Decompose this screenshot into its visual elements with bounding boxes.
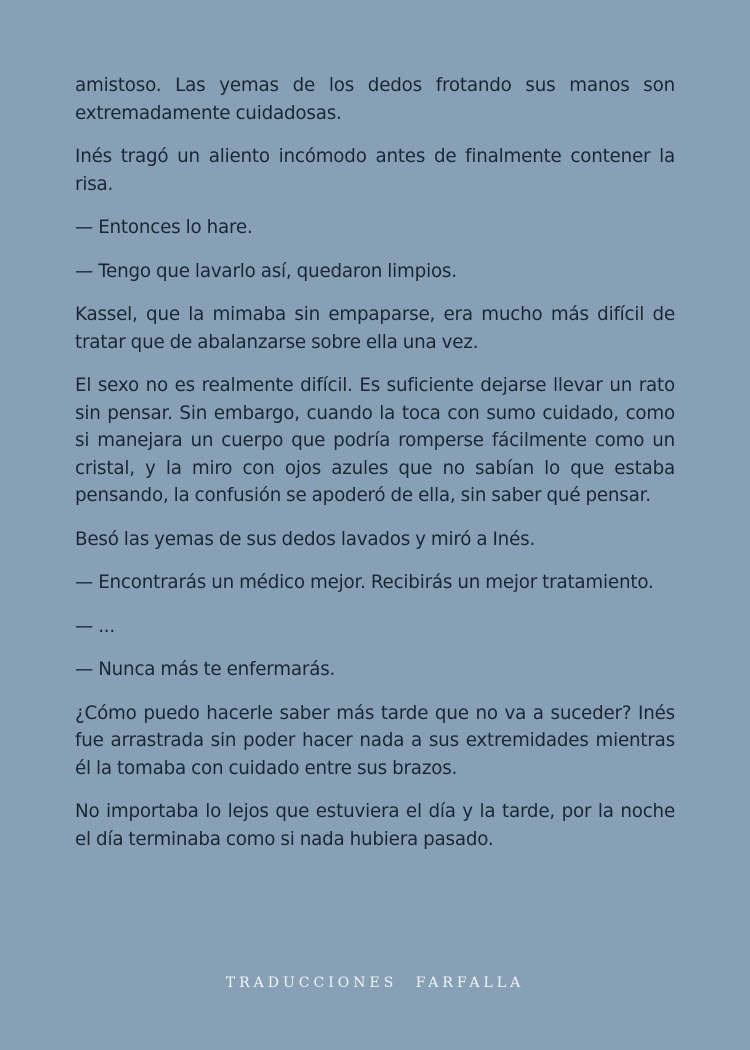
dialogue-line: — ...	[75, 615, 116, 637]
paragraph: Kassel, que la mimaba sin empaparse, era mucho más difícil de tratar que de abalanzarse sobre ella una vez.	[75, 304, 675, 353]
footer-credit: TRADUCCIONES FARFALLA	[225, 975, 525, 991]
dialogue-line: — Nunca más te enfermarás.	[75, 659, 336, 680]
paragraph: Inés tragó un aliento incómodo antes de finalmente contener la risa.	[75, 146, 675, 195]
paragraph: Besó las yemas de sus dedos lavados y miró a Inés.	[75, 528, 536, 550]
dialogue-line: — Entonces lo hare.	[75, 217, 253, 238]
paragraph: No importaba lo lejos que estuviera el día y la tarde, por la noche el día terminaba como si nada hubiera pasado.	[75, 801, 675, 850]
page-body	[75, 72, 675, 869]
paragraph: El sexo no es realmente difícil. Es suficiente dejarse llevar un rato sin pensar. Sin embargo, cuando la toca con sumo cuidado, como si manejara un cuerpo que podría romperse fácilmente como un cristal, y la miro con ojos azules que no sabían lo que estaba pensando, la confusión se apoderó de ella, sin saber qué pensar.	[75, 375, 675, 506]
dialogue-line: — Encontrarás un médico mejor. Recibirás un mejor tratamiento.	[75, 572, 654, 593]
paragraph: ¿Cómo puedo hacerle saber más tarde que no va a suceder? Inés fue arrastrada sin poder hacer nada a sus extremidades mientras él la tomaba con cuidado entre sus brazos.	[75, 702, 675, 779]
dialogue-line: — Tengo que lavarlo así, quedaron limpios.	[75, 260, 457, 282]
paragraph: amistoso. Las yemas de los dedos frotando sus manos son extremadamente cuidadosas.	[75, 75, 675, 124]
